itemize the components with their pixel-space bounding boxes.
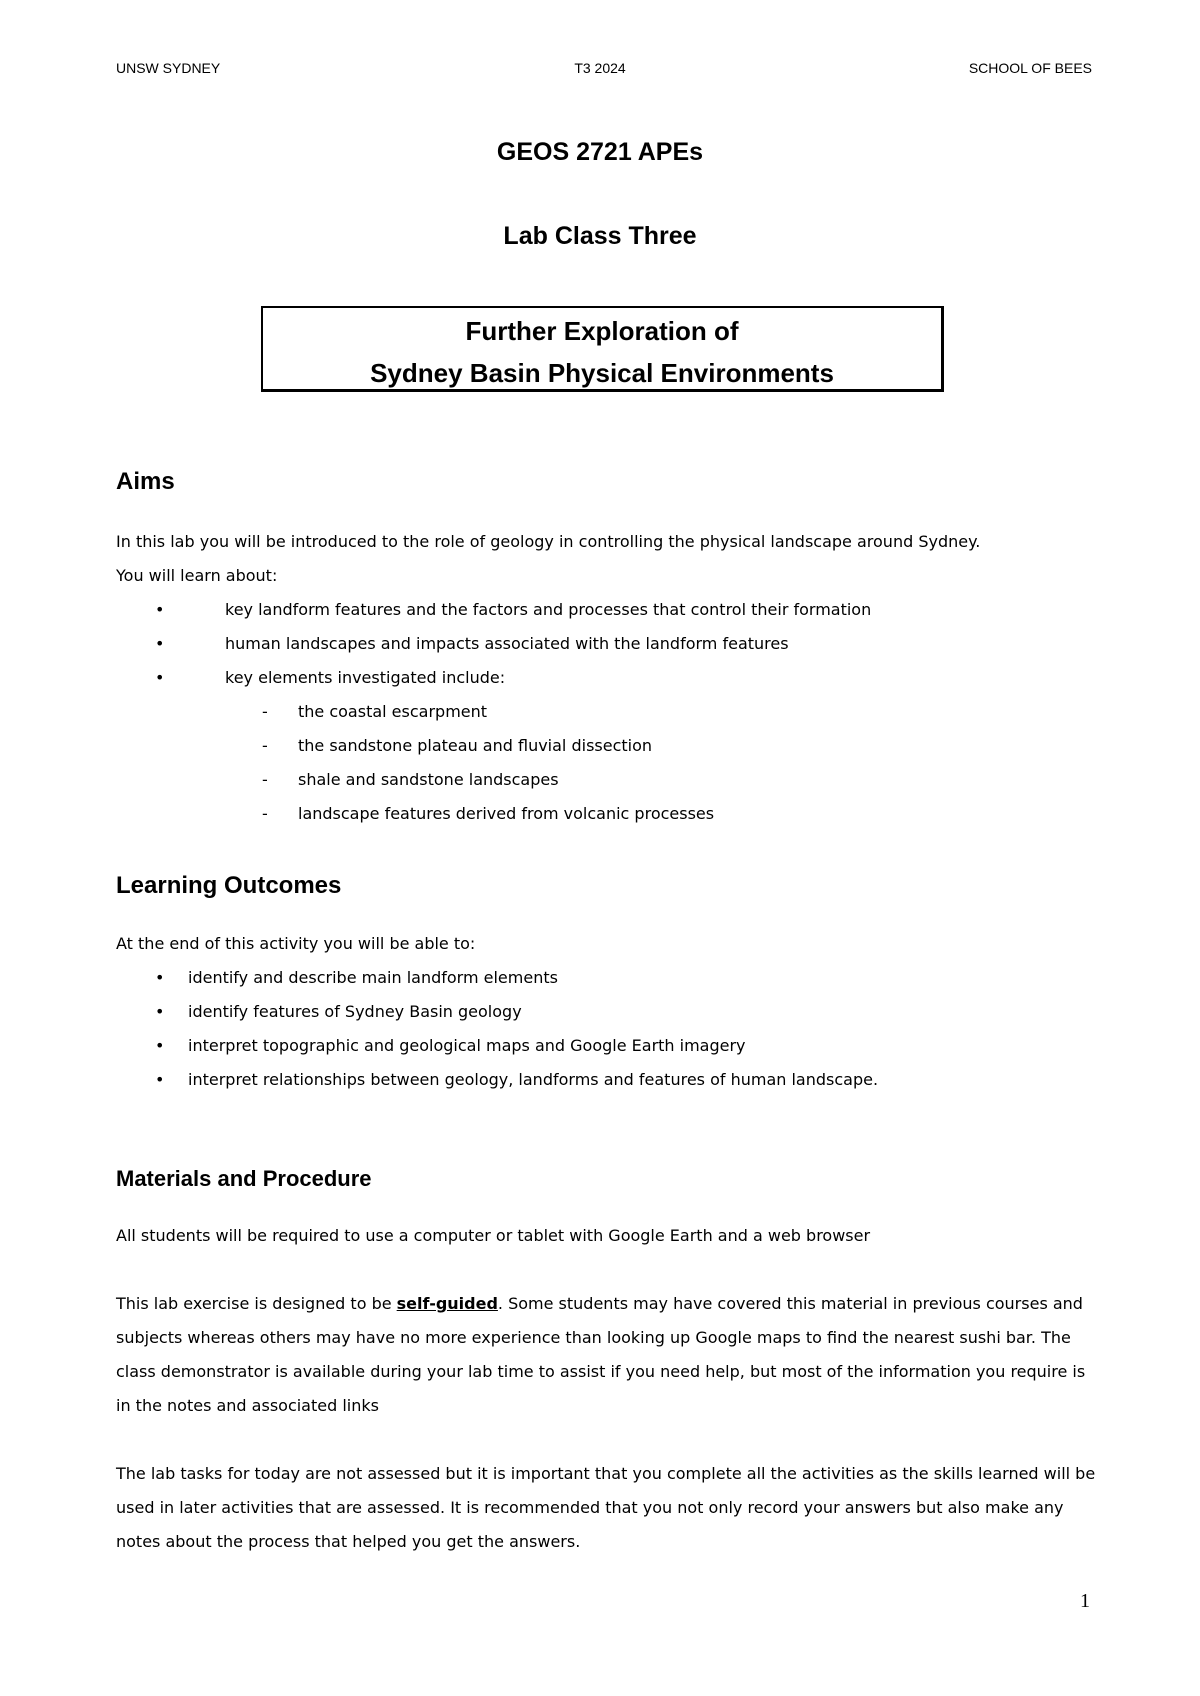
bullet-icon: • [155,600,165,619]
bullet-icon: • [155,1002,165,1021]
dash-icon: - [262,702,268,721]
bullet-icon: • [155,1036,165,1055]
bullet-icon: • [155,668,165,687]
materials-paragraph-3: The lab tasks for today are not assessed but it is important that you complete all the activities as the skills learned will be used in later activities that are assessed. It is recommended that you not only record your answers but also make any notes about the process that helped you get the answers. [116,1464,1096,1551]
topic-title-line-1: Further Exploration of [465,316,739,346]
outcomes-heading: Learning Outcomes [116,872,342,899]
outcomes-intro: At the end of this activity you will be able to: [116,934,476,953]
bullet-icon: • [155,968,165,987]
topic-title-line-2: Sydney Basin Physical Environments [370,358,834,388]
aims-intro-line-1: In this lab you will be introduced to the role of geology in controlling the physical landscape around Sydney. [116,532,981,551]
page-number: 1 [1080,1590,1090,1612]
header-school: SCHOOL OF BEES [968,60,1092,76]
dash-icon: - [262,804,268,823]
materials-paragraph-1: All students will be required to use a computer or tablet with Google Earth and a web browser [116,1226,871,1245]
aims-intro-line-2: You will learn about: [116,566,278,585]
course-title: GEOS 2721 APEs [496,138,704,166]
topic-title-box [261,306,944,392]
materials-heading: Materials and Procedure [116,1166,372,1191]
aims-heading: Aims [116,468,175,495]
lab-title: Lab Class Three [503,222,697,250]
dash-icon: - [262,770,268,789]
dash-icon: - [262,736,268,755]
document-page: UNSW SYDNEY T3 2024 SCHOOL OF BEES GEOS 2721 APEs Lab Class Three Further Exploration of Sydney Basin Physical Environments Aims In this lab you will be introduced to the role of geology in controlling the physical landscape around Sydney. You will learn about: • key landform features and the factors and processes that control their formation • human landscapes and impacts associated with the landform features • key elements investigated include: - the coastal escarpment - the sandstone plateau and fluvial dissection - shale and sandstone landscapes - landscape features derived from volcanic processes Learning Outcomes At the end of this activity you will be able to: • identify and describe main landform elements • identify features of Sydney Basin geology • interpret topographic and geological maps and Google Earth imagery • interpret relationships between geology, landforms and features of human landscape. Materials and Procedure All students will be required to use a computer or tablet with Google Earth and a web browser This lab exercise is designed to be self-guided. Some students may have covered this material in previous courses and subjects whereas others may have no more experience than looking up Google maps to find the nearest sushi bar. The class demonstrator is available during your lab time to assist if you need help, but most of the information you require is in the notes and associated links The lab tasks for today are not assessed but it is important that you complete all the activities as the skills learned will be used in later activities that are assessed. It is recommended that you not only record your answers but also make any notes about the process that helped you get the answers. 1 [0,0,1200,1696]
self-guided-emphasis: self-guided [396,1294,498,1313]
header-term: T3 2024 [574,60,626,76]
materials-paragraph-2: This lab exercise is designed to be self-guided. Some students may have covered this material in previous courses and subjects whereas others may have no more experience than looking up Google maps to find the nearest sushi bar. The class demonstrator is available during your lab time to assist if you need help, but most of the information you require is in the notes and associated links [116,1294,1086,1415]
bullet-icon: • [155,634,165,653]
header-institution: UNSW SYDNEY [116,60,221,76]
bullet-icon: • [155,1070,165,1089]
